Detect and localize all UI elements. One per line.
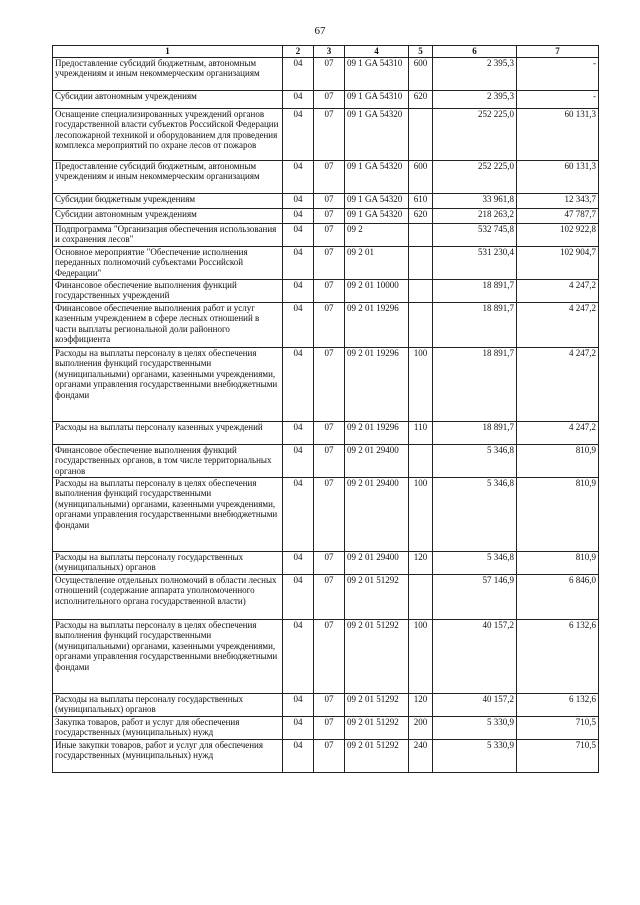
subsection-code: 07: [314, 347, 345, 421]
amount-column-7: 47 787,7: [517, 208, 599, 223]
subsection-code: 07: [314, 193, 345, 208]
header-cell: 5: [409, 46, 433, 58]
target-article-code: 09 2 01 29400: [345, 551, 409, 574]
table-row: [53, 223, 599, 246]
target-article-code: 09 2 01 51292: [345, 574, 409, 619]
amount-column-7: 810,9: [517, 477, 599, 551]
expense-type-code: 600: [409, 160, 433, 193]
target-article-code: 09 1 GA 54320: [345, 160, 409, 193]
expense-type-code: 120: [409, 551, 433, 574]
subsection-code: 07: [314, 160, 345, 193]
subsection-code: 07: [314, 108, 345, 160]
section-code: 04: [283, 279, 314, 302]
row-description: Финансовое обеспечение выполнения функций государственных органов, в том числе территориальных органов: [53, 444, 283, 477]
amount-column-6: 18 891,7: [433, 421, 517, 444]
subsection-code: 07: [314, 57, 345, 90]
subsection-code: 07: [314, 246, 345, 279]
section-code: 04: [283, 693, 314, 716]
expense-type-code: 100: [409, 347, 433, 421]
target-article-code: 09 2 01: [345, 246, 409, 279]
table-row: [53, 279, 599, 302]
target-article-code: 09 1 GA 54320: [345, 208, 409, 223]
amount-column-7: -: [517, 57, 599, 90]
target-article-code: 09 2 01 51292: [345, 739, 409, 772]
amount-column-7: 102 922,8: [517, 223, 599, 246]
target-article-code: 09 1 GA 54320: [345, 193, 409, 208]
header-cell: 7: [517, 46, 599, 58]
row-description: Субсидии бюджетным учреждениям: [53, 193, 283, 208]
expense-type-code: 620: [409, 90, 433, 108]
expense-type-code: [409, 246, 433, 279]
target-article-code: 09 1 GA 54310: [345, 57, 409, 90]
expense-type-code: 100: [409, 619, 433, 693]
target-article-code: 09 1 GA 54310: [345, 90, 409, 108]
section-code: 04: [283, 208, 314, 223]
section-code: 04: [283, 477, 314, 551]
amount-column-6: 2 395,3: [433, 90, 517, 108]
expense-type-code: 620: [409, 208, 433, 223]
amount-column-7: 6 132,6: [517, 693, 599, 716]
amount-column-6: 18 891,7: [433, 347, 517, 421]
section-code: 04: [283, 716, 314, 739]
row-description: Расходы на выплаты персоналу в целях обеспечения выполнения функций государственными (муниципальными) органами, казенными учреждениями, органами управления государственными внебюджетными фондами: [53, 347, 283, 421]
amount-column-6: 18 891,7: [433, 302, 517, 347]
section-code: 04: [283, 57, 314, 90]
section-code: 04: [283, 347, 314, 421]
table-row: [53, 574, 599, 619]
amount-column-7: 710,5: [517, 739, 599, 772]
target-article-code: 09 2 01 51292: [345, 693, 409, 716]
section-code: 04: [283, 90, 314, 108]
section-code: 04: [283, 551, 314, 574]
amount-column-6: 57 146,9: [433, 574, 517, 619]
target-article-code: 09 2 01 29400: [345, 444, 409, 477]
expense-type-code: 120: [409, 693, 433, 716]
section-code: 04: [283, 193, 314, 208]
amount-column-7: 4 247,2: [517, 421, 599, 444]
amount-column-6: 252 225,0: [433, 108, 517, 160]
target-article-code: 09 2 01 29400: [345, 477, 409, 551]
row-description: Субсидии автономным учреждениям: [53, 90, 283, 108]
table-row: [53, 739, 599, 772]
amount-column-7: 6 132,6: [517, 619, 599, 693]
table-row: [53, 477, 599, 551]
subsection-code: 07: [314, 693, 345, 716]
section-code: 04: [283, 246, 314, 279]
subsection-code: 07: [314, 551, 345, 574]
expense-type-code: [409, 223, 433, 246]
page-number: 67: [314, 25, 326, 37]
row-description: Финансовое обеспечение выполнения работ и услуг казенным учреждением в сфере лесных отношений в части выплаты региональной доли районного коэффициента: [53, 302, 283, 347]
expense-type-code: [409, 108, 433, 160]
header-cell: 1: [53, 46, 283, 58]
expense-type-code: [409, 302, 433, 347]
row-description: Предоставление субсидий бюджетным, автономным учреждениям и иным некоммерческим организациям: [53, 57, 283, 90]
row-description: Расходы на выплаты персоналу казенных учреждений: [53, 421, 283, 444]
table-row: [53, 90, 599, 108]
header-cell: 6: [433, 46, 517, 58]
amount-column-6: 2 395,3: [433, 57, 517, 90]
amount-column-7: 810,9: [517, 444, 599, 477]
table-row: [53, 302, 599, 347]
amount-column-7: 60 131,3: [517, 108, 599, 160]
table-row: [53, 160, 599, 193]
section-code: 04: [283, 421, 314, 444]
amount-column-7: 12 343,7: [517, 193, 599, 208]
table-row: [53, 421, 599, 444]
row-description: Финансовое обеспечение выполнения функций государственных учреждений: [53, 279, 283, 302]
row-description: Подпрограмма "Организация обеспечения использования и сохранения лесов": [53, 223, 283, 246]
amount-column-7: 810,9: [517, 551, 599, 574]
target-article-code: 09 2 01 19296: [345, 421, 409, 444]
row-description: Субсидии автономным учреждениям: [53, 208, 283, 223]
table-row: [53, 693, 599, 716]
row-description: Иные закупки товаров, работ и услуг для обеспечения государственных (муниципальных) нужд: [53, 739, 283, 772]
amount-column-7: 102 904,7: [517, 246, 599, 279]
subsection-code: 07: [314, 302, 345, 347]
amount-column-6: 5 346,8: [433, 477, 517, 551]
section-code: 04: [283, 302, 314, 347]
row-description: Расходы на выплаты персоналу государственных (муниципальных) органов: [53, 551, 283, 574]
row-description: Оснащение специализированных учреждений органов государственной власти субъектов Российской Федерации лесопожарной техникой и оборудованием для проведения комплекса мероприятий по охране лесов от пожаров: [53, 108, 283, 160]
subsection-code: 07: [314, 739, 345, 772]
subsection-code: 07: [314, 90, 345, 108]
target-article-code: 09 2 01 19296: [345, 302, 409, 347]
section-code: 04: [283, 574, 314, 619]
table-row: [53, 619, 599, 693]
section-code: 04: [283, 619, 314, 693]
subsection-code: 07: [314, 223, 345, 246]
target-article-code: 09 2: [345, 223, 409, 246]
amount-column-6: 532 745,8: [433, 223, 517, 246]
expense-type-code: 110: [409, 421, 433, 444]
amount-column-6: 531 230,4: [433, 246, 517, 279]
section-code: 04: [283, 160, 314, 193]
target-article-code: 09 1 GA 54320: [345, 108, 409, 160]
amount-column-7: 4 247,2: [517, 347, 599, 421]
table-row: [53, 208, 599, 223]
row-description: Предоставление субсидий бюджетным, автономным учреждениям и иным некоммерческим организациям: [53, 160, 283, 193]
budget-table: [52, 45, 599, 773]
amount-column-7: -: [517, 90, 599, 108]
row-description: Расходы на выплаты персоналу государственных (муниципальных) органов: [53, 693, 283, 716]
table-row: [53, 57, 599, 90]
expense-type-code: 600: [409, 57, 433, 90]
table-row: [53, 347, 599, 421]
section-code: 04: [283, 444, 314, 477]
amount-column-7: 710,5: [517, 716, 599, 739]
table-row: [53, 246, 599, 279]
amount-column-6: 5 330,9: [433, 739, 517, 772]
table-row: [53, 193, 599, 208]
amount-column-6: 18 891,7: [433, 279, 517, 302]
subsection-code: 07: [314, 279, 345, 302]
subsection-code: 07: [314, 477, 345, 551]
section-code: 04: [283, 223, 314, 246]
table-row: [53, 551, 599, 574]
subsection-code: 07: [314, 444, 345, 477]
amount-column-6: 5 346,8: [433, 444, 517, 477]
amount-column-6: 40 157,2: [433, 693, 517, 716]
section-code: 04: [283, 108, 314, 160]
amount-column-6: 218 263,2: [433, 208, 517, 223]
expense-type-code: [409, 444, 433, 477]
row-description: Основное мероприятие "Обеспечение исполнения переданных полномочий субъектами Российской Федерации": [53, 246, 283, 279]
subsection-code: 07: [314, 208, 345, 223]
amount-column-7: 6 846,0: [517, 574, 599, 619]
subsection-code: 07: [314, 716, 345, 739]
subsection-code: 07: [314, 619, 345, 693]
target-article-code: 09 2 01 51292: [345, 619, 409, 693]
amount-column-7: 4 247,2: [517, 302, 599, 347]
amount-column-7: 60 131,3: [517, 160, 599, 193]
header-cell: 3: [314, 46, 345, 58]
amount-column-7: 4 247,2: [517, 279, 599, 302]
target-article-code: 09 2 01 51292: [345, 716, 409, 739]
table-row: [53, 716, 599, 739]
table-row: [53, 444, 599, 477]
row-description: Расходы на выплаты персоналу в целях обеспечения выполнения функций государственными (муниципальными) органами, казенными учреждениями, органами управления государственными внебюджетными фондами: [53, 619, 283, 693]
expense-type-code: 200: [409, 716, 433, 739]
header-cell: 4: [345, 46, 409, 58]
row-description: Закупка товаров, работ и услуг для обеспечения государственных (муниципальных) нужд: [53, 716, 283, 739]
amount-column-6: 40 157,2: [433, 619, 517, 693]
amount-column-6: 252 225,0: [433, 160, 517, 193]
amount-column-6: 33 961,8: [433, 193, 517, 208]
expense-type-code: 610: [409, 193, 433, 208]
row-description: Расходы на выплаты персоналу в целях обеспечения выполнения функций государственными (муниципальными) органами, казенными учреждениями, органами управления государственными внебюджетными фондами: [53, 477, 283, 551]
subsection-code: 07: [314, 574, 345, 619]
section-code: 04: [283, 739, 314, 772]
subsection-code: 07: [314, 421, 345, 444]
row-description: Осуществление отдельных полномочий в области лесных отношений (содержание аппарата уполномоченного исполнительного органа государственной власти): [53, 574, 283, 619]
header-cell: 2: [283, 46, 314, 58]
expense-type-code: [409, 279, 433, 302]
expense-type-code: [409, 574, 433, 619]
amount-column-6: 5 346,8: [433, 551, 517, 574]
expense-type-code: 240: [409, 739, 433, 772]
target-article-code: 09 2 01 19296: [345, 347, 409, 421]
amount-column-6: 5 330,9: [433, 716, 517, 739]
target-article-code: 09 2 01 10000: [345, 279, 409, 302]
table-row: [53, 108, 599, 160]
table-header-row: [53, 46, 599, 58]
expense-type-code: 100: [409, 477, 433, 551]
